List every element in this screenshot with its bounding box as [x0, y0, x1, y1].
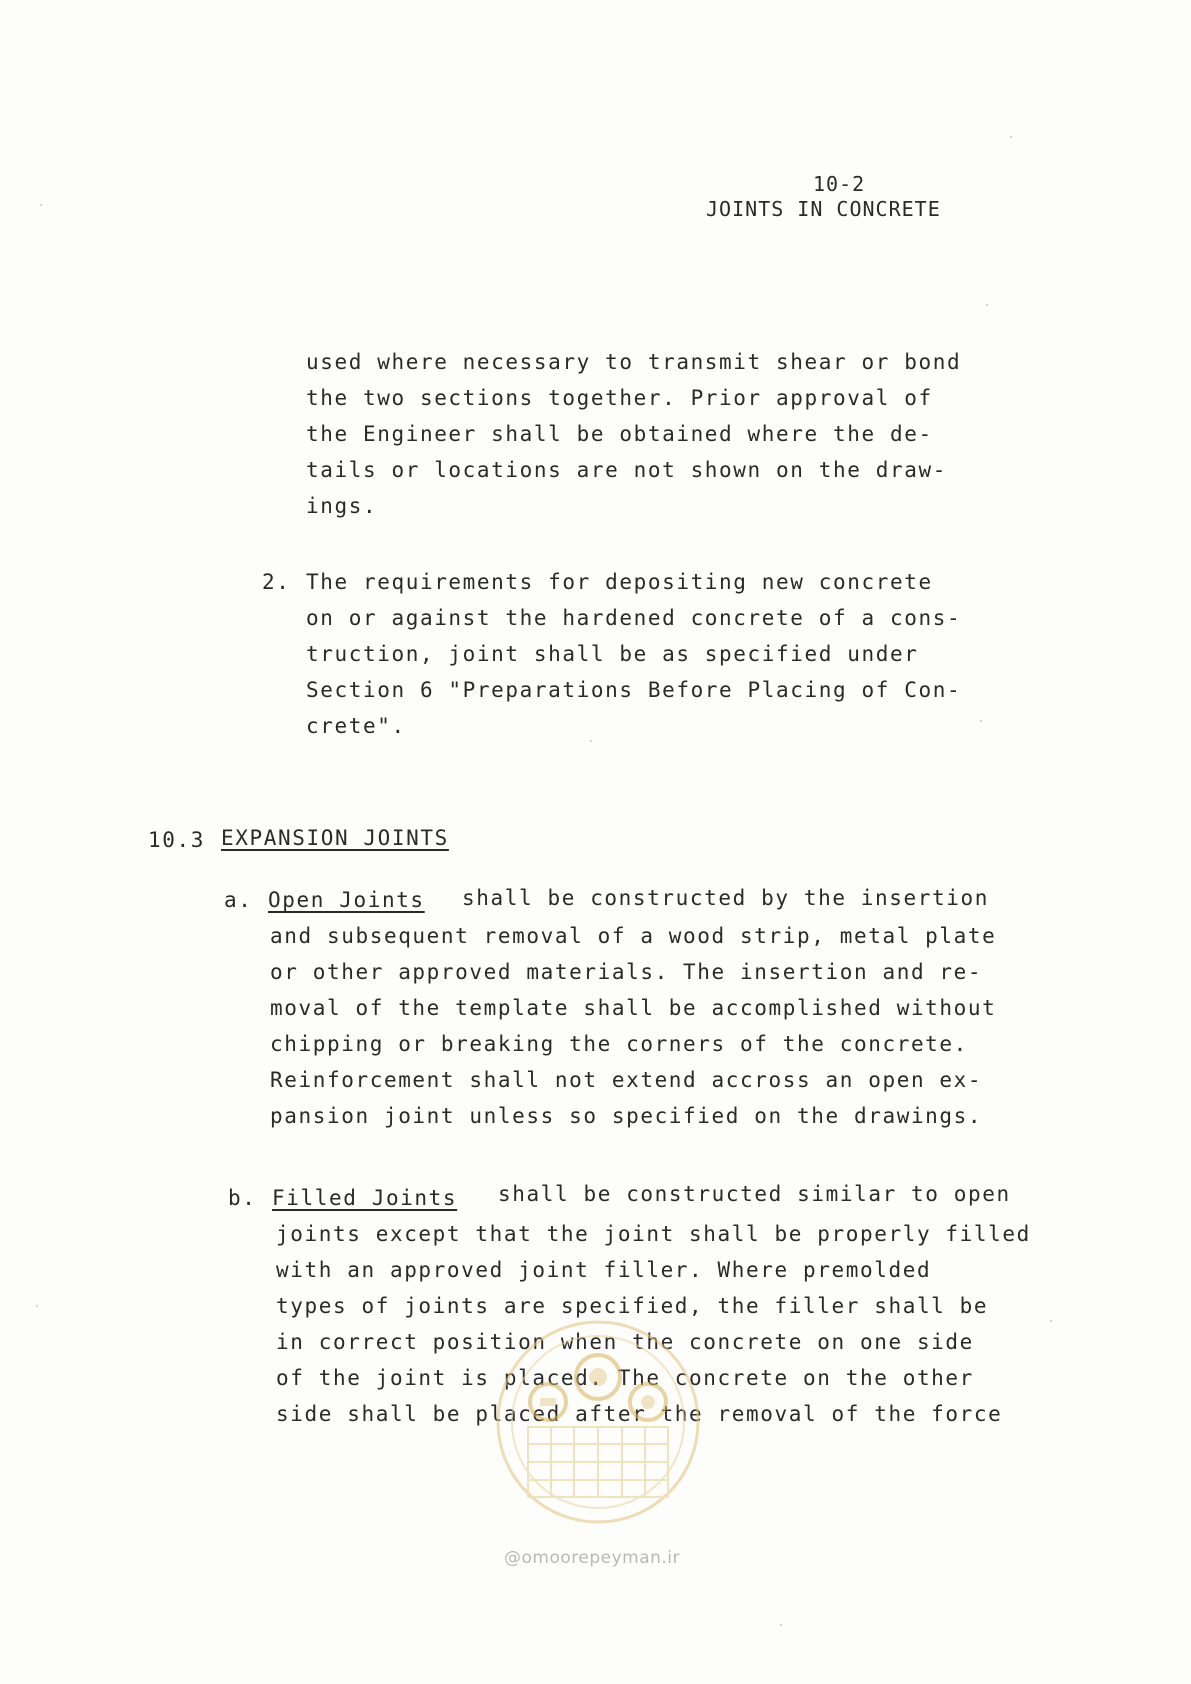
item-b-marker: b.	[228, 1186, 257, 1210]
item-a-line: Reinforcement shall not extend accross an open ex-	[270, 1068, 983, 1092]
item-2-number: 2.	[262, 570, 291, 594]
page-number: 10-2	[813, 172, 866, 196]
item-b-term: Filled Joints	[272, 1186, 458, 1210]
seal-logo-icon	[488, 1312, 708, 1532]
item-2-line: crete".	[306, 714, 406, 738]
item-b-line: types of joints are specified, the filler shall be	[276, 1294, 989, 1318]
section-title: EXPANSION JOINTS	[221, 826, 449, 850]
item-b-line: side shall be placed after the removal of the force	[276, 1402, 1003, 1426]
paragraph-line: tails or locations are not shown on the draw-	[306, 458, 947, 482]
item-b-line: with an approved joint filler. Where premolded	[276, 1258, 932, 1282]
item-2-line: on or against the hardened concrete of a cons-	[306, 606, 962, 630]
item-b-line: in correct position when the concrete on one side	[276, 1330, 974, 1354]
item-2-line: Section 6 "Preparations Before Placing of Con-	[306, 678, 962, 702]
item-b-line: joints except that the joint shall be properly filled	[276, 1222, 1031, 1246]
item-a-line: pansion joint unless so specified on the drawings.	[270, 1104, 983, 1128]
item-b-line: shall be constructed similar to open	[498, 1182, 1011, 1206]
item-2-line: truction, joint shall be as specified under	[306, 642, 919, 666]
item-a-marker: a.	[224, 888, 253, 912]
paragraph-line: the two sections together. Prior approval of	[306, 386, 933, 410]
watermark-text: @omoorepeyman.ir	[504, 1548, 681, 1568]
paragraph-line: the Engineer shall be obtained where the de-	[306, 422, 933, 446]
item-2-line: The requirements for depositing new concrete	[306, 570, 933, 594]
item-a-line: chipping or breaking the corners of the concrete.	[270, 1032, 968, 1056]
item-b-line: of the joint is placed. The concrete on the other	[276, 1366, 974, 1390]
chapter-title: JOINTS IN CONCRETE	[706, 197, 941, 221]
item-a-line: moval of the template shall be accomplished without	[270, 996, 997, 1020]
paragraph-line: used where necessary to transmit shear or bond	[306, 350, 962, 374]
item-a-term: Open Joints	[268, 888, 425, 912]
item-a-line: or other approved materials. The insertion and re-	[270, 960, 983, 984]
section-number: 10.3	[148, 828, 205, 852]
item-a-line: shall be constructed by the insertion	[462, 886, 989, 910]
paragraph-line: ings.	[306, 494, 378, 518]
item-a-line: and subsequent removal of a wood strip, metal plate	[270, 924, 997, 948]
